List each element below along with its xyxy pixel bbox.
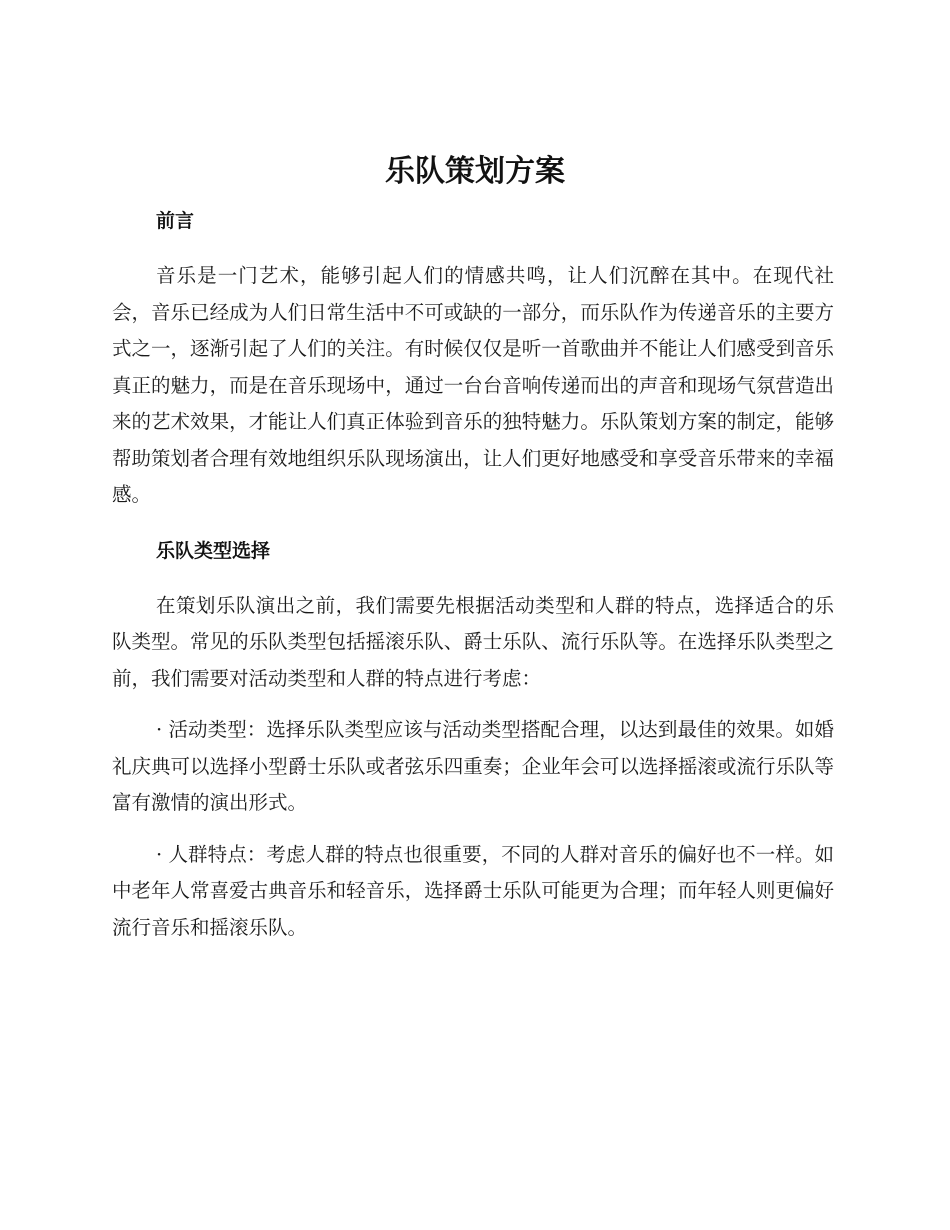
document-body: [112, 204, 834, 946]
band-type-intro-paragraph: 在策划乐队演出之前，我们需要先根据活动类型和人群的特点，选择适合的乐队类型。常见的乐队类型包括摇滚乐队、爵士乐队、流行乐队等。在选择乐队类型之前，我们需要对活动类型和人群的特点进行考虑：: [112, 593, 834, 690]
bullet-audience-traits: · 人群特点：考虑人群的特点也很重要，不同的人群对音乐的偏好也不一样。如中老年人常喜爱古典音乐和轻音乐，选择爵士乐队可能更为合理；而年轻人则更偏好流行音乐和摇滚乐队。: [112, 842, 834, 939]
document-title: 乐队策划方案: [385, 154, 565, 189]
section-heading-band-type: 乐队类型选择: [156, 539, 271, 562]
bullet-activity-type: · 活动类型：选择乐队类型应该与活动类型搭配合理，以达到最佳的效果。如婚礼庆典可以选择小型爵士乐队或者弦乐四重奏；企业年会可以选择摇滚或流行乐队等富有激情的演出形式。: [112, 718, 834, 814]
section-heading-preface: 前言: [156, 210, 195, 232]
preface-paragraph: 音乐是一门艺术，能够引起人们的情感共鸣，让人们沉醉在其中。在现代社会，音乐已经成为人们日常生活中不可或缺的一部分，而乐队作为传递音乐的主要方式之一，逐渐引起了人们的关注。有时候仅仅是听一首歌曲并不能让人们感受到音乐真正的魅力，而是在音乐现场中，通过一台台音响传递而出的声音和现场气氛营造出来的艺术效果，才能让人们真正体验到音乐的独特魅力。乐队策划方案的制定，能够帮助策划者合理有效地组织乐队现场演出，让人们更好地感受和享受音乐带来的幸福感。: [112, 264, 834, 506]
